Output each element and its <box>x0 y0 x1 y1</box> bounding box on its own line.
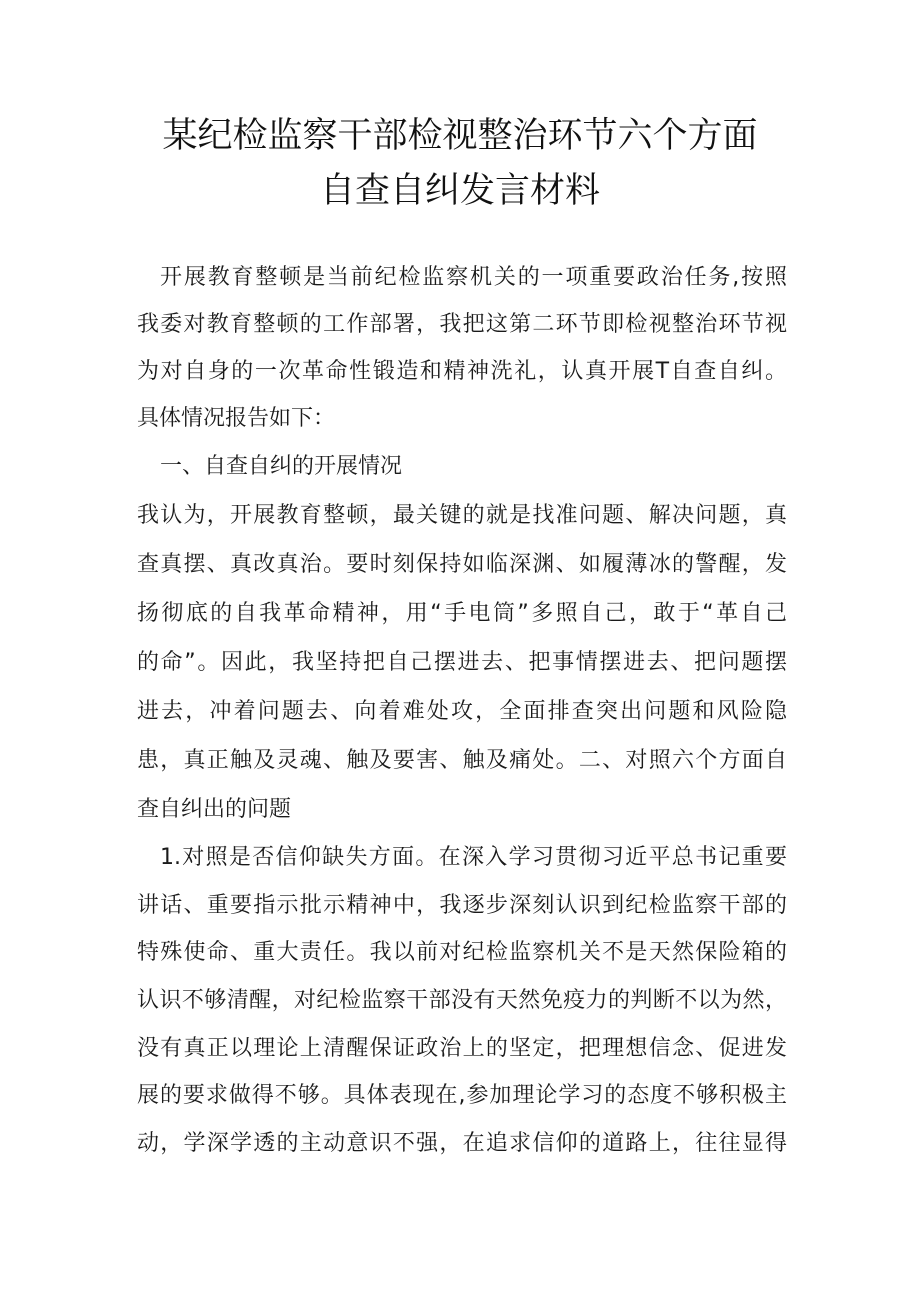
paragraph-line: 查真摆、真改真治。要时刻保持如临深渊、如履薄冰的警醒，发 <box>137 552 787 577</box>
paragraph-line: 的命”。因此，我坚持把自己摆进去、把事情摆进去、把问题摆 <box>137 650 787 675</box>
paragraph-line: 1.对照是否信仰缺失方面。在深入学习贯彻习近平总书记重要 <box>160 845 787 870</box>
paragraph-line: 扬彻底的自我革命精神，用“手电筒”多照自己，敢于“革自己 <box>137 601 787 626</box>
document-title-line-1: 某纪检监察干部检视整治环节六个方面 <box>162 116 758 156</box>
paragraph-line: 展的要求做得不够。具体表现在,参加理论学习的态度不够积极主 <box>137 1083 787 1108</box>
paragraph-line: 具体情况报告如下： <box>137 406 336 431</box>
paragraph-line: 我认为，开展教育整顿，最关键的就是找准问题、解决问题，真 <box>137 503 787 528</box>
paragraph-line: 我委对教育整顿的工作部署，我把这第二环节即检视整治环节视 <box>137 312 787 337</box>
paragraph-line: 开展教育整顿是当前纪检监察机关的一项重要政治任务,按照 <box>160 265 787 290</box>
paragraph-line: 没有真正以理论上清醒保证政治上的坚定，把理想信念、促进发 <box>137 1036 787 1061</box>
section-heading: 一、自查自纠的开展情况 <box>160 454 403 479</box>
paragraph-line: 进去，冲着问题去、向着难处攻，全面排查突出问题和风险隐 <box>137 699 787 724</box>
paragraph-line: 查自纠出的问题 <box>137 797 292 822</box>
paragraph-line: 讲话、重要指示批示精神中，我逐步深刻认识到纪检监察干部的 <box>137 893 787 918</box>
paragraph-line: 患，真正触及灵魂、触及要害、触及痛处。二、对照六个方面自 <box>137 748 787 773</box>
paragraph-line: 动，学深学透的主动意识不强，在追求信仰的道路上，往往显得 <box>137 1131 787 1156</box>
paragraph-line: 特殊使命、重大责任。我以前对纪检监察机关不是天然保险箱的 <box>137 940 787 965</box>
document-title-line-2: 自查自纠发言材料 <box>319 171 600 211</box>
paragraph-line: 认识不够清醒，对纪检监察干部没有天然免疫力的判断不以为然， <box>137 988 787 1013</box>
paragraph-line: 为对自身的一次革命性锻造和精神洗礼，认真开展T自查自纠。 <box>137 359 787 384</box>
